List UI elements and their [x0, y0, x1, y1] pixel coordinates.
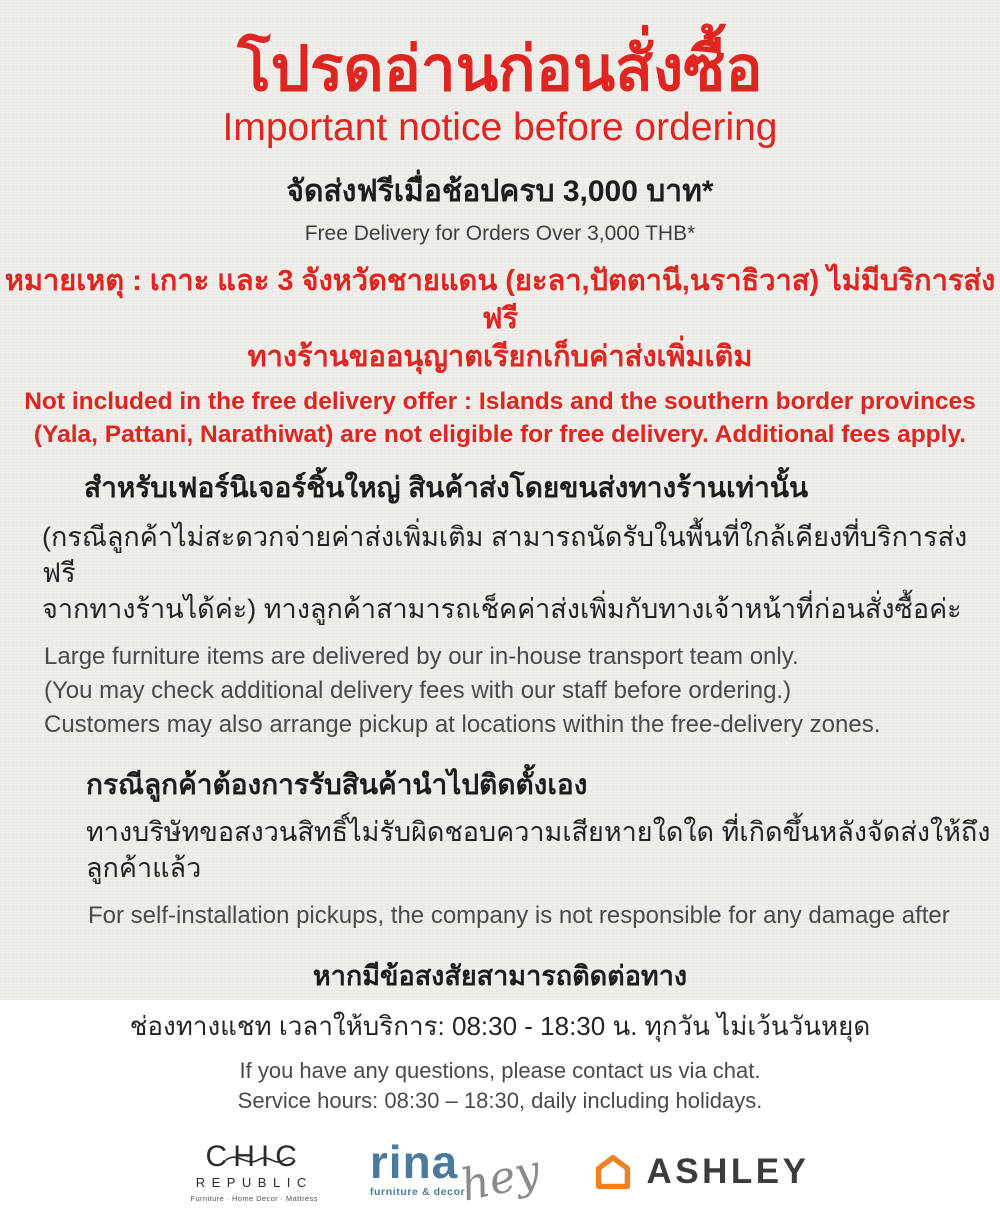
chic-tagline: Furniture · Home Decor · Mattress: [190, 1193, 318, 1203]
rina-tagline: furniture & decor: [369, 1186, 466, 1199]
contact-header: หากมีข้อสงสัยสามารถติดต่อทาง: [312, 960, 688, 991]
chic-republic-logo: [190, 1139, 318, 1203]
contact-thai-line: ช่องทางแชท เวลาให้บริการ: 08:30 - 18:30 น. ทุกวัน ไม่เว้นวันหยุด: [129, 1010, 871, 1041]
rina-hey-logo: [369, 1136, 545, 1212]
free-delivery-thai: จัดส่งฟรีเมื่อช้อปครบ 3,000 บาท*: [286, 174, 714, 208]
ashley-logo: [593, 1152, 810, 1192]
rina-wordmark: [369, 1136, 466, 1199]
ashley-house-icon: [593, 1154, 633, 1190]
large-furniture-english-line2: (You may check additional delivery fees with our staff before ordering.): [44, 676, 792, 704]
self-pickup-section: [0, 763, 1000, 930]
exclusion-note-thai-line2: ทางร้านขออนุญาตเรียกเก็บค่าส่งเพิ่มเติม: [247, 340, 753, 373]
large-furniture-section: [0, 466, 1000, 742]
chic-wordmark: [205, 1139, 303, 1173]
free-delivery-english: Free Delivery for Orders Over 3,000 THB*: [304, 221, 696, 245]
contact-english-line1: If you have any questions, please contact us via chat.: [239, 1057, 761, 1083]
contact-english-line2: Service hours: 08:30 – 18:30, daily including holidays.: [237, 1087, 763, 1113]
chic-republic-text: REPUBLIC: [195, 1174, 313, 1190]
chic-name-text: CHIC: [205, 1139, 303, 1173]
exclusion-note-section: [0, 262, 1000, 451]
self-pickup-thai-line: ทางบริษัทขอสงวนสิทธิ์ไม่รับผิดชอบความเสียหายใดใด ที่เกิดขึ้นหลังจัดส่งให้ถึงลูกค้าแล้ว: [86, 816, 991, 883]
large-furniture-thai-line1: (กรณีลูกค้าไม่สะดวกจ่ายค่าส่งเพิ่มเติม สามารถนัดรับในพื้นที่ใกล้เคียงที่บริการส่งฟรี: [42, 521, 968, 588]
exclusion-note-thai-line1: หมายเหตุ : เกาะ และ 3 จังหวัดชายแดน (ยะลา,ปัตตานี,นราธิวาส) ไม่มีบริการส่งฟรี: [4, 264, 996, 335]
large-furniture-header: สำหรับเฟอร์นิเจอร์ชิ้นใหญ่ สินค้าส่งโดยขนส่งทางร้านเท่านั้น: [84, 471, 809, 503]
page-title-thai: โปรดอ่านก่อนสั่งซื้อ: [237, 35, 763, 104]
large-furniture-english-line3: Customers may also arrange pickup at locations within the free-delivery zones.: [44, 710, 881, 738]
large-furniture-english-line1: Large furniture items are delivered by our in-house transport team only.: [44, 642, 799, 670]
ashley-name-text: ASHLEY: [646, 1152, 810, 1192]
exclusion-note-english-line1: Not included in the free delivery offer : Islands and the southern border provinces: [24, 387, 976, 415]
page-title-english: Important notice before ordering: [222, 106, 778, 150]
rina-name-text: rina: [369, 1136, 459, 1189]
free-delivery-section: [0, 168, 1000, 246]
brand-logos-row: [0, 1136, 1000, 1212]
chic-pin-icon: [224, 1153, 296, 1167]
contact-section: [0, 954, 1000, 1116]
self-pickup-english-line: For self-installation pickups, the company is not responsible for any damage after: [88, 901, 950, 929]
rina-hey-script: hey: [456, 1145, 545, 1212]
large-furniture-thai-line2: จากทางร้านได้ค่ะ) ทางลูกค้าสามารถเช็คค่าส่งเพิ่มกับทางเจ้าหน้าที่ก่อนสั่งซื้อค่ะ: [42, 593, 962, 624]
self-pickup-header: กรณีลูกค้าต้องการรับสินค้านำไปติดตั้งเอง: [86, 768, 588, 800]
exclusion-note-english-line2: (Yala, Pattani, Narathiwat) are not eligible for free delivery. Additional fees apply.: [33, 420, 967, 448]
